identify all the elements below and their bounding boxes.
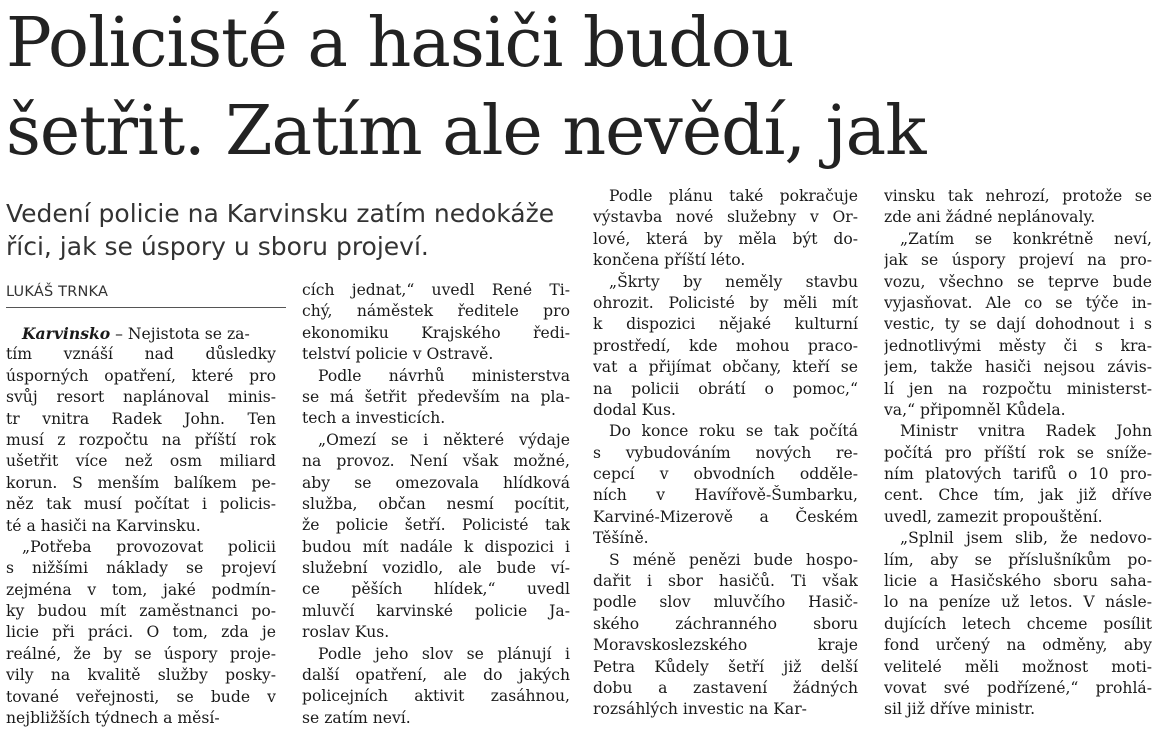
text-line: Těšíně. xyxy=(593,529,649,548)
text-line: budou mít nadále k dispozici i xyxy=(302,537,570,556)
text-line: končena příští léto. xyxy=(593,251,746,270)
text-line: služba, občan nesmí pocítit, xyxy=(302,494,570,513)
text-line: chý, náměstek ředitele pro xyxy=(302,302,570,321)
text-line: počítá pro příští rok se sníže- xyxy=(884,443,1152,462)
text-line: se zatím neví. xyxy=(302,708,411,727)
text-line: další opatření, ale do jakých xyxy=(302,666,570,685)
text-line: prostředí, kde mohou praco- xyxy=(593,336,858,355)
text-line: licie při práci. O tom, zda je xyxy=(6,623,276,642)
text-line: rozsáhlých investic na Kar- xyxy=(593,700,807,719)
text-line: vinsku tak nehrozí, protože se xyxy=(884,187,1152,205)
text-line: lo na peníze už letos. V násle- xyxy=(884,593,1152,612)
text-line: jednotlivými městy či s kra- xyxy=(884,336,1152,355)
text-line: Podle návrhů ministerstva xyxy=(318,366,570,385)
headline-line-1: Policisté a hasiči budou xyxy=(6,4,794,83)
text-line: jak se úspory projeví na pro- xyxy=(884,251,1152,270)
text-line: fond určený na odměny, aby xyxy=(884,636,1152,655)
text-line: licie a Hasičského sboru saha- xyxy=(884,572,1152,591)
text-line: „Splnil jsem slib, že nedovo- xyxy=(900,529,1152,548)
lead-paragraph xyxy=(6,197,566,263)
text-line: ušetřit více než osm miliard xyxy=(6,452,276,471)
article-column-1 xyxy=(6,323,276,729)
text-line: dodal Kus. xyxy=(593,400,676,419)
text-line: tím vznáší nad důsledky xyxy=(6,345,276,364)
text-line: mluvčí karvinské policie Ja- xyxy=(302,601,570,620)
text-line: aby se omezovala hlídková xyxy=(302,473,570,492)
text-line: k dispozici nějaké kulturní xyxy=(593,315,858,334)
text-line: Podle jeho slov se plánují i xyxy=(318,644,570,663)
text-line: s nižšími náklady se projeví xyxy=(6,559,276,578)
article-column-4 xyxy=(884,186,1152,721)
text-line: Petra Kůdely šetří již delší xyxy=(593,657,858,676)
byline-rule xyxy=(6,307,286,308)
text-line: ních v Havířově-Šumbarku, xyxy=(593,486,858,505)
text-line: té a hasiči na Karvinsku. xyxy=(6,516,201,535)
text-line: musí z rozpočtu na příští rok xyxy=(6,430,276,449)
text-line: vyjasňovat. Ale co se týče in- xyxy=(884,293,1152,312)
text-line: „Zatím se konkrétně neví, xyxy=(900,229,1152,248)
text-line: něz tak musí počítat i policis- xyxy=(6,495,276,514)
lead-line-2: říci, jak se úspory u sboru projeví. xyxy=(6,232,429,261)
text-line: na provoz. Není však možné, xyxy=(302,452,570,471)
text-line: ce pěších hlídek,“ uvedl xyxy=(302,580,570,599)
text-line: s vybudováním nových re- xyxy=(593,443,858,462)
text-line: podle slov mluvčího Hasič- xyxy=(593,593,858,612)
text-line: lové, která by měla být do- xyxy=(593,229,858,248)
text-line: ohrozit. Policisté by měli mít xyxy=(593,293,858,312)
text-line: služební vozidlo, ale bude ví- xyxy=(302,559,570,578)
text-line: jem, takže hasiči nejsou závis- xyxy=(884,358,1152,377)
byline: LUKÁŠ TRNKA xyxy=(6,284,109,300)
text-line: svůj resort naplánoval minis- xyxy=(6,388,276,407)
text-line: tr vnitra Radek John. Ten xyxy=(6,409,276,428)
text-line: vily na kvalitě služby posky- xyxy=(6,666,276,685)
text-line: cích jednat,“ uvedl René Ti- xyxy=(302,281,570,299)
text-line: ky budou mít zaměstnanci po- xyxy=(6,602,276,621)
text-line: výstavba nové služebny v Or- xyxy=(593,208,858,227)
text-line: nejbližších týdnech a měsí- xyxy=(6,709,220,728)
text-line: Podle plánu také pokračuje xyxy=(609,187,858,205)
text-line: vovat své podřízené,“ prohlá- xyxy=(884,678,1152,697)
text-line: Do konce roku se tak počítá xyxy=(609,422,858,441)
text-line: korun. S menším balíkem pe- xyxy=(6,473,276,492)
text-line: policejních aktivit zasáhnou, xyxy=(302,687,570,706)
text-line: dařit i sbor hasičů. Ti však xyxy=(593,572,858,591)
text-line: tované veřejnosti, se bude v xyxy=(6,687,276,706)
text-line: „Omezí se i některé výdaje xyxy=(318,430,570,449)
text-line: roslav Kus. xyxy=(302,623,390,642)
text-line: lí jen na rozpočtu ministerst- xyxy=(884,379,1152,398)
text-line: ekonomiku Krajského ředi- xyxy=(302,323,570,342)
text-line: úsporných opatření, které pro xyxy=(6,366,276,385)
text-line: sil již dříve ministr. xyxy=(884,700,1036,719)
text-line: Moravskoslezského kraje xyxy=(593,636,858,655)
article-column-3 xyxy=(593,186,858,721)
text-line: „Potřeba provozovat policii xyxy=(22,537,276,556)
text-line: tech a investicích. xyxy=(302,409,446,428)
text-line: reálné, že by se úspory proje- xyxy=(6,644,276,663)
text-line: Karviné-Mizerově a Českém xyxy=(593,507,858,526)
text-line: ním platových tarifů o 10 pro- xyxy=(884,465,1152,484)
text-line: dujících letech chceme posílit xyxy=(884,614,1152,633)
text-line: lím, aby se příslušníkům po- xyxy=(884,550,1152,569)
text-line: že policie šetří. Policisté tak xyxy=(302,516,570,535)
text-line: cent. Chce tím, jak již dříve xyxy=(884,486,1152,505)
text-line: telství policie v Ostravě. xyxy=(302,345,494,364)
headline xyxy=(6,0,1156,176)
text-line: dobu a zastavení žádných xyxy=(593,678,858,697)
text-line: ského záchranného sboru xyxy=(593,614,858,633)
text-line: „Škrty by neměly stavbu xyxy=(609,272,858,291)
text-line: uvedl, zamezit propouštění. xyxy=(884,507,1103,526)
text-line: zde ani žádné neplánovaly. xyxy=(884,208,1096,227)
text-line: Ministr vnitra Radek John xyxy=(900,422,1152,441)
lead-line-1: Vedení policie na Karvinsku zatím nedokáže xyxy=(6,199,555,228)
headline-line-2: šetřit. Zatím ale nevědí, jak xyxy=(6,92,926,171)
text-line-rest: – Nejistota se za- xyxy=(110,325,250,343)
text-line: na policii obrátí o pomoc,“ xyxy=(593,379,858,398)
text-line: vozu, všechno se teprve bude xyxy=(884,272,1152,291)
text-line: cepcí v obvodních odděle- xyxy=(593,465,858,484)
dateline-place: Karvinsko xyxy=(22,324,111,343)
text-line: vat a přijímat občany, kteří se xyxy=(593,358,858,377)
article-column-2 xyxy=(302,280,570,729)
text-line: se má šetřit především na pla- xyxy=(302,387,570,406)
text-line: vestic, ty se dají dohodnout i s xyxy=(884,315,1152,334)
text-line: S méně penězi bude hospo- xyxy=(609,550,858,569)
text-line: velitelé měli možnost moti- xyxy=(884,657,1152,676)
text-line: va,“ připomněl Kůdela. xyxy=(884,400,1066,419)
text-line: zejména v tom, jaké podmín- xyxy=(6,580,276,599)
text-line xyxy=(6,323,276,344)
